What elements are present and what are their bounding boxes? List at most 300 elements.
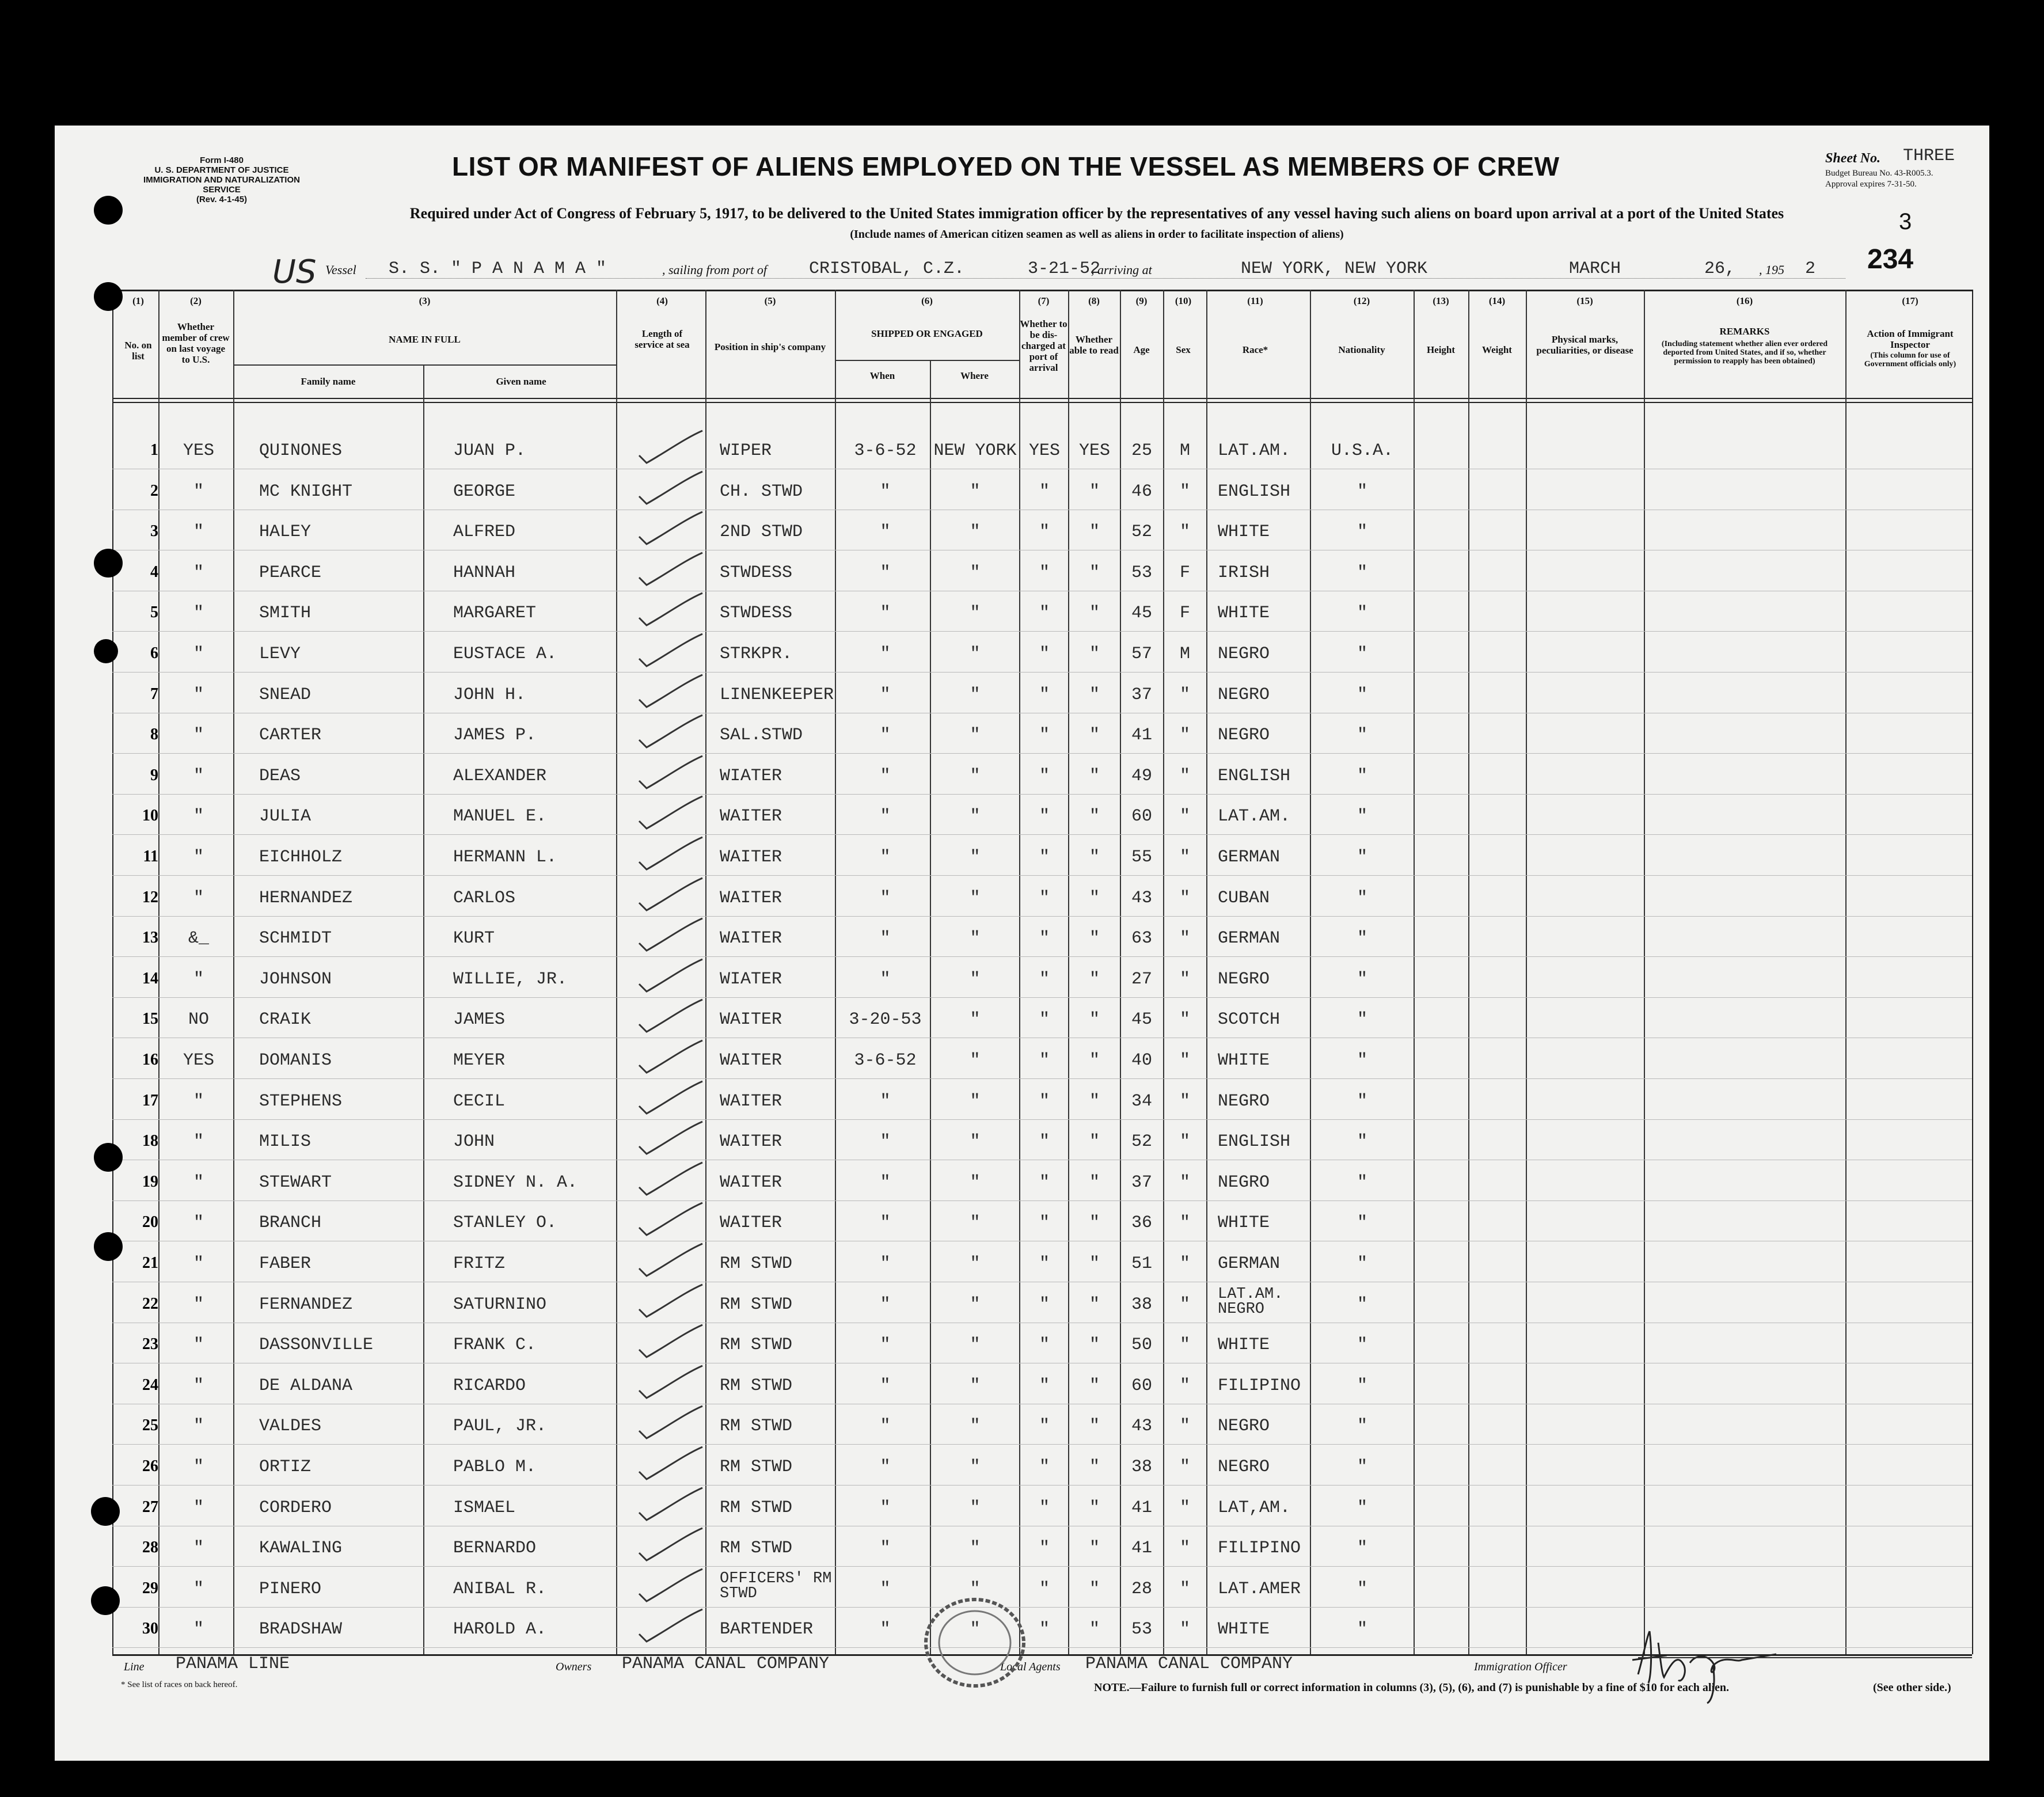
- sex-cell: ": [1179, 1416, 1190, 1437]
- col12-header: Nationality: [1338, 344, 1385, 355]
- binder-hole: [94, 639, 118, 663]
- col16-note: (Including statement whether alien ever ordered deported from United States, and if so, whether permission to reapply has been obtained): [1661, 340, 1828, 366]
- sex-cell: ": [1179, 1376, 1190, 1396]
- local-agents-label: Local Agents: [1000, 1661, 1061, 1673]
- row-number: 27: [142, 1498, 158, 1516]
- family-name-cell: SMITH: [259, 603, 311, 624]
- shipped-when-cell: ": [880, 1498, 891, 1518]
- family-name-cell: QUINONES: [259, 441, 343, 461]
- prev-voyage-cell: ": [193, 1620, 204, 1640]
- position-cell: CH. STWD: [720, 481, 803, 502]
- discharged-cell: ": [1039, 969, 1050, 989]
- sailing-label: , sailing from port of: [662, 263, 767, 277]
- nationality-cell: ": [1357, 1376, 1367, 1396]
- given-name-cell: CECIL: [453, 1091, 506, 1111]
- given-name-cell: WILLIE, JR.: [453, 969, 568, 989]
- row-number: 9: [150, 766, 158, 784]
- position-cell: WAITER: [720, 1010, 782, 1030]
- position-cell: STRKPR.: [720, 644, 793, 664]
- family-name-cell: EICHHOLZ: [259, 848, 343, 867]
- shipped-where-cell: ": [970, 1457, 981, 1477]
- discharged-cell: ": [1039, 929, 1050, 949]
- shipped-where-cell: ": [970, 1172, 981, 1192]
- position-cell: RM STWD: [720, 1538, 793, 1559]
- race-cell: WHITE: [1218, 522, 1270, 542]
- row-rule: [112, 794, 1972, 795]
- shipped-subheader-rule: [835, 360, 1019, 361]
- shipped-where-cell: ": [970, 563, 981, 583]
- service-check-icon: [630, 1243, 711, 1283]
- nationality-cell: U.S.A.: [1331, 441, 1394, 461]
- position-cell: WIPER: [720, 441, 772, 461]
- vessel-name: S. S. " P A N A M A ": [389, 259, 607, 279]
- able-to-read-cell: ": [1089, 1254, 1100, 1274]
- position-cell: WIATER: [720, 969, 782, 989]
- discharged-cell: ": [1039, 1457, 1050, 1477]
- col8-header: Whether able to read: [1069, 334, 1119, 356]
- row-number: 5: [150, 603, 158, 622]
- nationality-cell: ": [1357, 888, 1367, 908]
- nationality-cell: ": [1357, 766, 1367, 786]
- col15-number: (15): [1576, 295, 1593, 306]
- position-cell: WAITER: [720, 929, 782, 949]
- age-cell: 53: [1131, 563, 1152, 583]
- nationality-cell: ": [1357, 1010, 1367, 1030]
- col6-number: (6): [921, 295, 933, 306]
- family-name-cell: STEWART: [259, 1172, 332, 1192]
- given-name-cell: HERMANN L.: [453, 848, 557, 867]
- shipped-when-cell: ": [880, 848, 891, 867]
- service-check-icon: [630, 1324, 711, 1364]
- given-name-cell: FRITZ: [453, 1254, 506, 1274]
- col9-header: Age: [1133, 344, 1150, 355]
- col17-note: (This column for use of Government officials only): [1864, 351, 1956, 368]
- position-cell: WAITER: [720, 1213, 782, 1233]
- given-name-cell: JOHN H.: [453, 685, 526, 705]
- shipped-where-cell: ": [970, 1538, 981, 1559]
- name-subheader-rule: [233, 364, 616, 366]
- able-to-read-cell: ": [1089, 1498, 1100, 1518]
- shipped-where-cell: ": [970, 1416, 981, 1437]
- col9-number: (9): [1135, 295, 1148, 306]
- prev-voyage-cell: ": [193, 1091, 204, 1111]
- service-check-icon: [630, 958, 711, 998]
- age-cell: 34: [1131, 1091, 1152, 1111]
- shipped-when-cell: ": [880, 1335, 891, 1355]
- age-cell: 52: [1131, 522, 1152, 542]
- column-divider: [1468, 290, 1469, 1654]
- nationality-cell: ": [1357, 1254, 1367, 1274]
- nationality-cell: ": [1357, 1416, 1367, 1437]
- able-to-read-cell: ": [1089, 888, 1100, 908]
- discharged-cell: YES: [1028, 441, 1060, 461]
- position-cell: WIATER: [720, 766, 782, 786]
- position-cell: RM STWD: [720, 1416, 793, 1437]
- prev-voyage-cell: ": [193, 1335, 204, 1355]
- position-cell: STWDESS: [720, 603, 793, 624]
- given-name-cell: STANLEY O.: [453, 1213, 557, 1233]
- row-rule: [112, 916, 1972, 917]
- shipped-where-cell: ": [970, 766, 981, 786]
- given-name-cell: SIDNEY N. A.: [453, 1172, 578, 1192]
- nationality-cell: ": [1357, 481, 1367, 502]
- service-check-icon: [630, 1568, 711, 1608]
- able-to-read-cell: ": [1089, 1172, 1100, 1192]
- sex-cell: ": [1179, 1051, 1190, 1070]
- sailing-port: CRISTOBAL, C.Z.: [809, 259, 965, 279]
- column-divider: [1845, 290, 1847, 1654]
- row-rule: [112, 834, 1972, 835]
- col8-number: (8): [1088, 295, 1100, 306]
- row-rule: [112, 1200, 1972, 1201]
- form-number: Form I-480: [200, 155, 244, 165]
- able-to-read-cell: YES: [1078, 441, 1110, 461]
- races-note: * See list of races on back hereof.: [121, 1680, 238, 1689]
- discharged-cell: ": [1039, 1416, 1050, 1437]
- given-name-cell: ANIBAL R.: [453, 1579, 547, 1599]
- given-name-cell: RICARDO: [453, 1376, 526, 1396]
- binder-hole: [94, 1232, 123, 1261]
- col14-header: Weight: [1482, 344, 1512, 355]
- shipped-where-cell: ": [970, 1498, 981, 1518]
- nationality-cell: ": [1357, 1172, 1367, 1192]
- race-cell: FILIPINO: [1218, 1538, 1301, 1559]
- nationality-cell: ": [1357, 563, 1367, 583]
- age-cell: 25: [1131, 441, 1152, 461]
- shipped-where-cell: ": [970, 929, 981, 949]
- manifest-sheet: [55, 126, 1989, 1761]
- shipped-where-cell: ": [970, 725, 981, 746]
- shipped-when-cell: ": [880, 522, 891, 542]
- family-name-cell: CORDERO: [259, 1498, 332, 1518]
- row-number: 2: [150, 481, 158, 500]
- age-cell: 60: [1131, 807, 1152, 827]
- shipped-when-cell: ": [880, 1538, 891, 1559]
- able-to-read-cell: ": [1089, 725, 1100, 746]
- service-check-icon: [630, 592, 711, 632]
- row-number: 21: [142, 1254, 158, 1272]
- family-name-cell: ORTIZ: [259, 1457, 311, 1477]
- binder-hole: [91, 1497, 120, 1526]
- column-divider: [158, 290, 159, 1654]
- shipped-where-cell: ": [970, 1091, 981, 1111]
- shipped-where-cell: ": [970, 1010, 981, 1030]
- family-name-cell: PINERO: [259, 1579, 322, 1599]
- binder-hole: [94, 1143, 123, 1172]
- race-cell: LAT.AM.: [1218, 441, 1291, 461]
- column-divider: [1206, 290, 1207, 1654]
- position-cell: 2ND STWD: [720, 522, 803, 542]
- family-name-cell: MILIS: [259, 1132, 311, 1152]
- discharged-cell: ": [1039, 888, 1050, 908]
- line-value: PANAMA LINE: [176, 1654, 290, 1674]
- col13-number: (13): [1433, 295, 1449, 306]
- able-to-read-cell: ": [1089, 1335, 1100, 1355]
- age-cell: 45: [1131, 603, 1152, 624]
- age-cell: 46: [1131, 481, 1152, 502]
- row-number: 28: [142, 1538, 158, 1557]
- shipped-where-cell: ": [970, 807, 981, 827]
- shipped-where-cell: ": [970, 848, 981, 867]
- shipped-where-cell: ": [970, 1132, 981, 1152]
- race-cell: WHITE: [1218, 1051, 1270, 1070]
- position-cell: RM STWD: [720, 1498, 793, 1518]
- sheet-number-value: THREE: [1903, 146, 1955, 166]
- form-subtitle: Required under Act of Congress of February 5, 1917, to be delivered to the United States immigration officer by the representatives of any vessel having such aliens on board upon arrival at a port of the United States: [409, 205, 1784, 222]
- shipped-where-cell: ": [970, 522, 981, 542]
- position-cell: WAITER: [720, 1091, 782, 1111]
- age-cell: 43: [1131, 888, 1152, 908]
- family-name-cell: MC KNIGHT: [259, 481, 353, 502]
- col11-number: (11): [1247, 295, 1263, 306]
- see-other-side-note: (See other side.): [1873, 1681, 1951, 1694]
- row-number: 17: [142, 1091, 158, 1110]
- col7-header: Whether to be dis- charged at port of arrival: [1020, 318, 1067, 373]
- row-rule: [112, 672, 1972, 673]
- service-check-icon: [630, 430, 711, 470]
- family-name-cell: VALDES: [259, 1416, 322, 1437]
- discharged-cell: ": [1039, 1254, 1050, 1274]
- row-number: 19: [142, 1172, 158, 1191]
- age-cell: 40: [1131, 1051, 1152, 1070]
- row-rule: [112, 1485, 1972, 1486]
- given-name-cell: SATURNINO: [453, 1294, 547, 1314]
- family-name-cell: JULIA: [259, 807, 311, 827]
- prev-voyage-cell: ": [193, 1376, 204, 1396]
- discharged-cell: ": [1039, 807, 1050, 827]
- prev-voyage-cell: ": [193, 1172, 204, 1192]
- discharged-cell: ": [1039, 1132, 1050, 1152]
- age-cell: 63: [1131, 929, 1152, 949]
- column-divider: [233, 290, 234, 1654]
- header-bottom-border-1: [112, 398, 1972, 399]
- sex-cell: M: [1179, 644, 1190, 664]
- position-cell: SAL.STWD: [720, 725, 803, 746]
- nationality-cell: ": [1357, 522, 1367, 542]
- discharged-cell: ": [1039, 481, 1050, 502]
- age-cell: 41: [1131, 1498, 1152, 1518]
- service-check-icon: [630, 674, 711, 714]
- vessel-label: Vessel: [325, 263, 356, 277]
- age-cell: 38: [1131, 1294, 1152, 1314]
- sex-cell: ": [1179, 522, 1190, 542]
- prev-voyage-cell: ": [193, 766, 204, 786]
- owners-value: PANAMA CANAL COMPANY: [622, 1654, 830, 1674]
- race-cell: GERMAN: [1218, 1254, 1281, 1274]
- officer-signature: [1627, 1620, 1845, 1706]
- position-cell: RM STWD: [720, 1254, 793, 1274]
- approval-expiry: Approval expires 7-31-50.: [1825, 180, 1917, 189]
- age-cell: 51: [1131, 1254, 1152, 1274]
- family-name-cell: BRANCH: [259, 1213, 322, 1233]
- prev-voyage-cell: ": [193, 1416, 204, 1437]
- position-cell: BARTENDER: [720, 1620, 814, 1640]
- given-name-cell: PAUL, JR.: [453, 1416, 547, 1437]
- position-cell: LINENKEEPER: [720, 685, 834, 705]
- prev-voyage-cell: ": [193, 563, 204, 583]
- row-rule: [112, 1607, 1972, 1608]
- col7-number: (7): [1038, 295, 1050, 306]
- family-name-cell: FABER: [259, 1254, 311, 1274]
- given-name-cell: JUAN P.: [453, 441, 526, 461]
- age-cell: 45: [1131, 1010, 1152, 1030]
- sex-cell: ": [1179, 1579, 1190, 1599]
- family-name-cell: CRAIK: [259, 1010, 311, 1030]
- race-cell: FILIPINO: [1218, 1376, 1301, 1396]
- shipped-when-cell: ": [880, 563, 891, 583]
- shipped-where-cell: ": [970, 481, 981, 502]
- prev-voyage-cell: ": [193, 725, 204, 746]
- department-name: U. S. DEPARTMENT OF JUSTICE: [154, 165, 289, 175]
- able-to-read-cell: ": [1089, 644, 1100, 664]
- service-check-icon: [630, 1202, 711, 1242]
- col5-header: Position in ship's company: [714, 341, 826, 352]
- able-to-read-cell: ": [1089, 1416, 1100, 1437]
- able-to-read-cell: ": [1089, 807, 1100, 827]
- col16-header: REMARKS: [1719, 326, 1770, 337]
- age-cell: 41: [1131, 1538, 1152, 1559]
- col5-number: (5): [764, 295, 776, 306]
- sex-cell: M: [1179, 441, 1190, 461]
- given-name-cell: MEYER: [453, 1051, 506, 1070]
- service-name: IMMIGRATION AND NATURALIZATION SERVICE: [143, 175, 300, 195]
- race-cell: CUBAN: [1218, 888, 1270, 908]
- row-rule: [112, 631, 1972, 632]
- prev-voyage-cell: ": [193, 1579, 204, 1599]
- race-cell: LAT.AMER: [1218, 1579, 1301, 1599]
- family-name-cell: DASSONVILLE: [259, 1335, 374, 1355]
- column-divider: [835, 290, 836, 1654]
- col4-number: (4): [656, 295, 668, 306]
- service-check-icon: [630, 1487, 711, 1527]
- nationality-cell: ": [1357, 1498, 1367, 1518]
- nationality-cell: ": [1357, 848, 1367, 867]
- shipped-when-cell: ": [880, 1213, 891, 1233]
- column-divider: [1972, 290, 1973, 1654]
- col4-header: Length of service at sea: [635, 328, 690, 350]
- service-check-icon: [630, 795, 711, 835]
- family-name-cell: DE ALDANA: [259, 1376, 353, 1396]
- prev-voyage-cell: ": [193, 969, 204, 989]
- col13-header: Height: [1426, 344, 1456, 355]
- shipped-when-cell: ": [880, 929, 891, 949]
- shipped-where-cell: ": [970, 1254, 981, 1274]
- col6-header: SHIPPED OR ENGAGED: [871, 328, 983, 339]
- able-to-read-cell: ": [1089, 1213, 1100, 1233]
- race-cell: WHITE: [1218, 1620, 1270, 1640]
- nationality-cell: ": [1357, 1335, 1367, 1355]
- able-to-read-cell: ": [1089, 481, 1100, 502]
- family-name-cell: SNEAD: [259, 685, 311, 705]
- col12-number: (12): [1353, 295, 1370, 306]
- given-name-cell: ALEXANDER: [453, 766, 547, 786]
- owners-label: Owners: [556, 1661, 592, 1673]
- position-cell: WAITER: [720, 888, 782, 908]
- shipped-where-cell: ": [970, 1579, 981, 1599]
- sex-cell: F: [1179, 563, 1190, 583]
- service-check-icon: [630, 1080, 711, 1120]
- prev-voyage-cell: ": [193, 848, 204, 867]
- prev-voyage-cell: ": [193, 1538, 204, 1559]
- nationality-cell: ": [1357, 969, 1367, 989]
- shipped-when-cell: ": [880, 603, 891, 624]
- discharged-cell: ": [1039, 563, 1050, 583]
- sex-cell: ": [1179, 766, 1190, 786]
- given-name-cell: ALFRED: [453, 522, 516, 542]
- race-cell: NEGRO: [1218, 685, 1270, 705]
- shipped-when-cell: ": [880, 1376, 891, 1396]
- discharged-cell: ": [1039, 1579, 1050, 1599]
- family-name-cell: CARTER: [259, 725, 322, 746]
- age-cell: 60: [1131, 1376, 1152, 1396]
- sex-cell: ": [1179, 1457, 1190, 1477]
- sex-cell: ": [1179, 481, 1190, 502]
- given-name-cell: JAMES P.: [453, 725, 537, 746]
- age-cell: 49: [1131, 766, 1152, 786]
- age-cell: 28: [1131, 1579, 1152, 1599]
- row-rule: [112, 997, 1972, 998]
- race-cell: IRISH: [1218, 563, 1270, 583]
- given-name-cell: PABLO M.: [453, 1457, 537, 1477]
- row-rule: [112, 1078, 1972, 1079]
- able-to-read-cell: ": [1089, 766, 1100, 786]
- given-name-cell: ISMAEL: [453, 1498, 516, 1518]
- prev-voyage-cell: ": [193, 522, 204, 542]
- row-number: 12: [142, 888, 158, 906]
- service-check-icon: [630, 917, 711, 958]
- col3-number: (3): [419, 295, 431, 306]
- nationality-cell: ": [1357, 644, 1367, 664]
- table-top-border: [112, 290, 1972, 291]
- discharged-cell: ": [1039, 1376, 1050, 1396]
- sex-cell: ": [1179, 1254, 1190, 1274]
- sex-cell: ": [1179, 1335, 1190, 1355]
- discharged-cell: ": [1039, 766, 1050, 786]
- sex-cell: ": [1179, 888, 1190, 908]
- column-divider: [1526, 290, 1527, 1654]
- able-to-read-cell: ": [1089, 848, 1100, 867]
- shipped-where-cell: ": [970, 603, 981, 624]
- column-divider: [616, 290, 617, 1654]
- nationality-cell: ": [1357, 685, 1367, 705]
- able-to-read-cell: ": [1089, 1376, 1100, 1396]
- shipped-where-cell: ": [970, 1213, 981, 1233]
- shipped-where-cell: ": [970, 1376, 981, 1396]
- given-name-cell: GEORGE: [453, 481, 516, 502]
- able-to-read-cell: ": [1089, 969, 1100, 989]
- col1-header: No. on list: [124, 340, 152, 362]
- nationality-cell: ": [1357, 1091, 1367, 1111]
- age-cell: 36: [1131, 1213, 1152, 1233]
- race-cell: LAT,AM.: [1218, 1498, 1291, 1518]
- race-cell: NEGRO: [1218, 725, 1270, 746]
- family-name-cell: STEPHENS: [259, 1091, 343, 1111]
- able-to-read-cell: ": [1089, 1457, 1100, 1477]
- form-subnote: (Include names of American citizen seamen as well as aliens in order to facilitate inspection of aliens): [850, 228, 1344, 241]
- race-cell: ENGLISH: [1218, 766, 1291, 786]
- sex-cell: ": [1179, 1294, 1190, 1314]
- row-number: 10: [142, 807, 158, 825]
- family-name-cell: DOMANIS: [259, 1051, 332, 1070]
- age-cell: 38: [1131, 1457, 1152, 1477]
- discharged-cell: ": [1039, 848, 1050, 867]
- age-cell: 27: [1131, 969, 1152, 989]
- service-check-icon: [630, 877, 711, 917]
- family-name-cell: HALEY: [259, 522, 311, 542]
- row-number: 18: [142, 1132, 158, 1150]
- inspection-stamp: [917, 1594, 1032, 1692]
- year-prefix: , 195: [1759, 263, 1784, 277]
